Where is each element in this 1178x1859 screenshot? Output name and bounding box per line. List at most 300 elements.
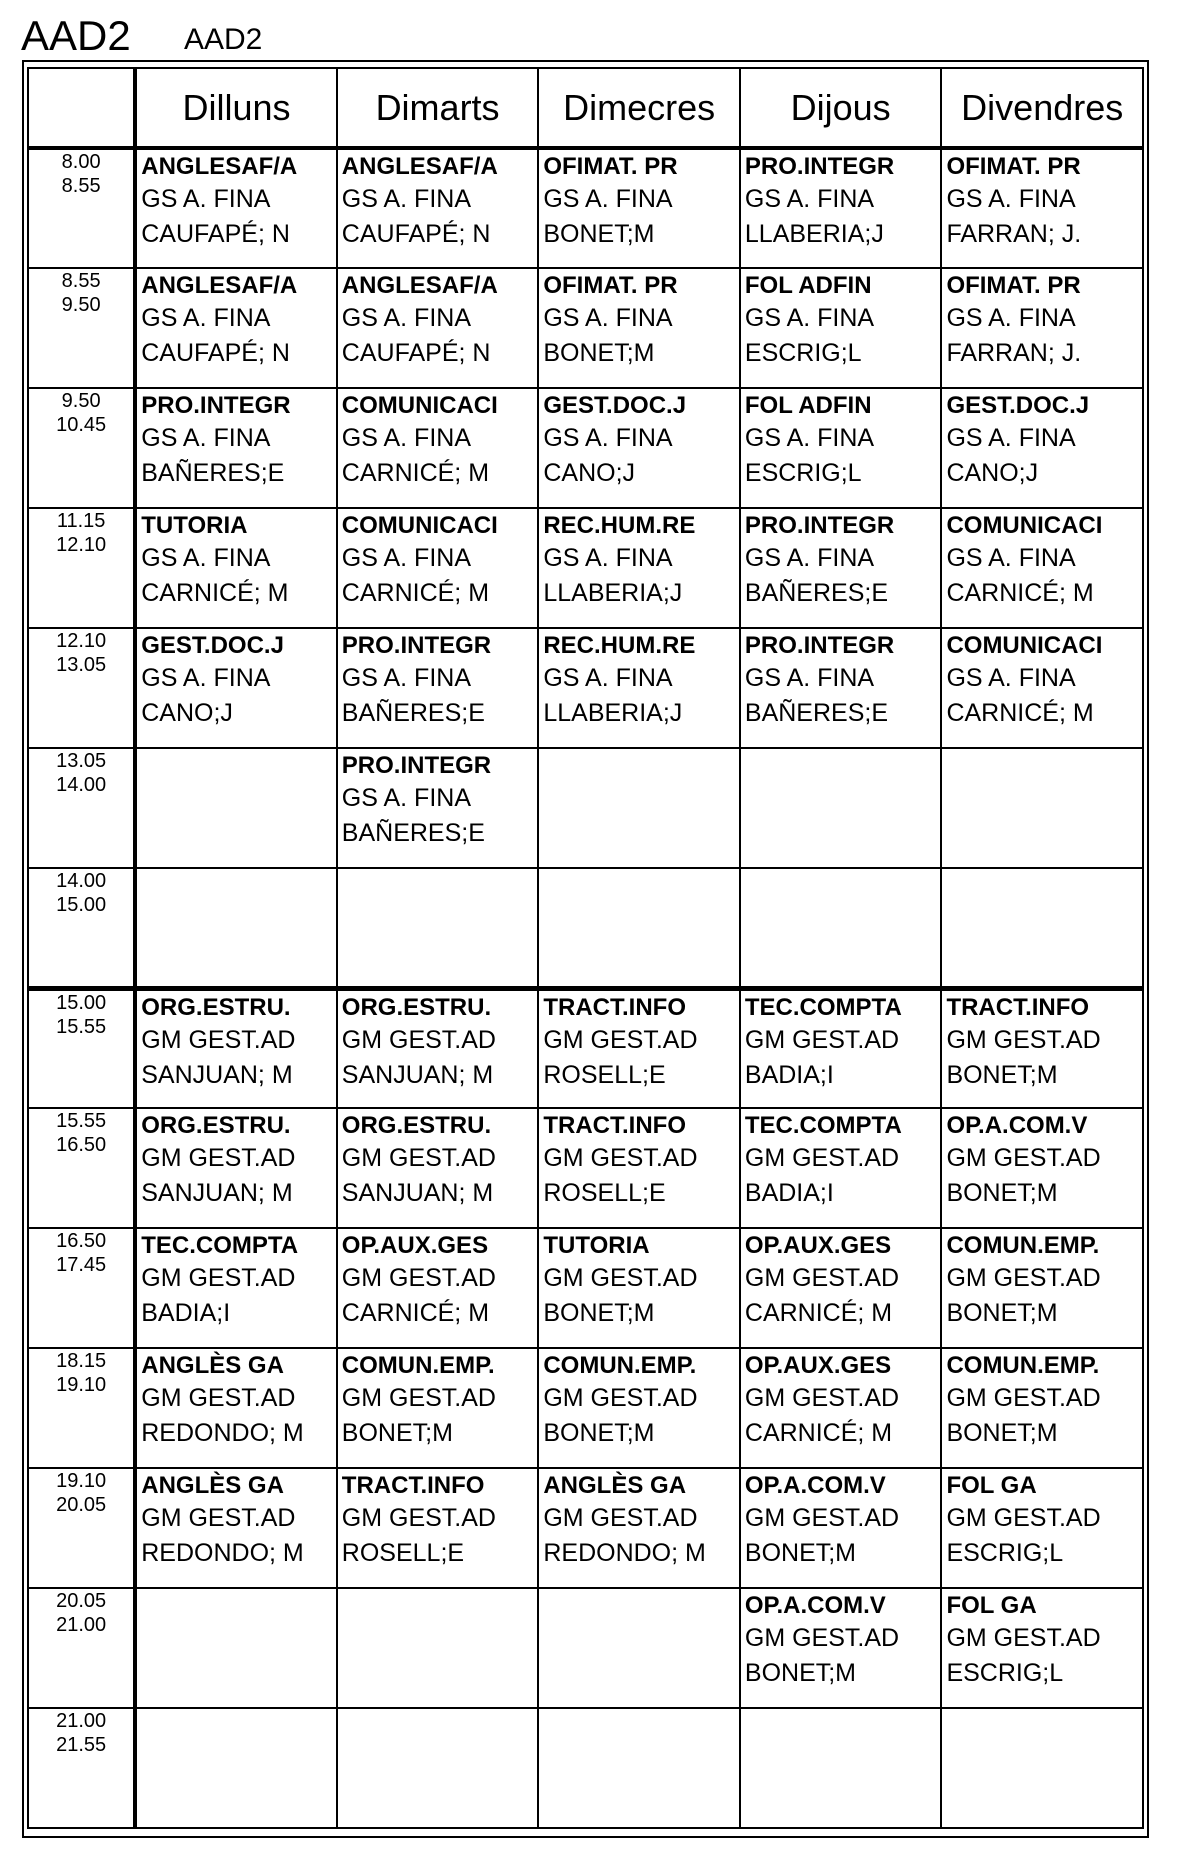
day-header-row (28, 68, 1143, 148)
slot-end-time: 17.45 (56, 1254, 107, 1276)
teacher-label: CAUFAPÉ; N (341, 220, 491, 248)
time-cell (28, 628, 135, 748)
lesson-cell (135, 628, 337, 748)
lesson-cell (941, 988, 1143, 1108)
subject-label: ORG.ESTRU. (341, 1112, 492, 1139)
lesson-content (539, 1349, 739, 1451)
group-label: GS A. FINA (744, 544, 875, 572)
lesson-cell (740, 868, 942, 988)
slot-start-time: 11.15 (56, 510, 106, 532)
teacher-label: ROSELL;E (543, 1179, 666, 1207)
lesson-content (942, 1589, 1142, 1691)
time-cell (28, 508, 135, 628)
subject-label: TUTORIA (141, 512, 248, 539)
lesson-cell (740, 1468, 942, 1588)
lesson-cell (740, 628, 942, 748)
lesson-cell (740, 1348, 942, 1468)
subject-label: FOL GA (946, 1472, 1037, 1499)
teacher-label: BONET;M (946, 1060, 1058, 1089)
lesson-content (942, 150, 1142, 252)
lesson-cell (337, 148, 539, 268)
teacher-label: CARNICÉ; M (946, 699, 1094, 727)
lesson-content (741, 1469, 941, 1571)
group-label: GS A. FINA (744, 664, 875, 692)
group-label: GS A. FINA (543, 424, 673, 452)
subject-label: PRO.INTEGR (744, 512, 895, 539)
slot-end-time: 20.05 (56, 1494, 107, 1516)
lesson-cell (538, 1228, 740, 1348)
slot-start-time: 8.00 (61, 151, 101, 173)
subject-label: ANGLÈS GA (141, 1352, 284, 1379)
lesson-cell (135, 1588, 337, 1708)
slot-end-time: 21.00 (56, 1614, 107, 1636)
teacher-label: CAUFAPÉ; N (141, 339, 290, 367)
slot-end-time: 15.55 (56, 1015, 107, 1038)
lesson-content (942, 1469, 1142, 1571)
teacher-label: CARNICÉ; M (341, 1299, 490, 1327)
page-title: AAD2 (21, 12, 131, 59)
group-label: GM GEST.AD (744, 1264, 900, 1292)
lesson-cell (941, 1468, 1143, 1588)
subject-label: COMUN.EMP. (543, 1352, 697, 1379)
teacher-label: SANJUAN; M (141, 1060, 293, 1089)
group-label: GS A. FINA (946, 664, 1076, 692)
lesson-cell (538, 1108, 740, 1228)
group-label: GM GEST.AD (341, 1144, 496, 1172)
teacher-label: CARNICÉ; M (141, 579, 289, 607)
subject-label: REC.HUM.RE (543, 512, 696, 539)
lesson-cell (538, 1708, 740, 1828)
lesson-cell (941, 1108, 1143, 1228)
time-cell (28, 748, 135, 868)
group-subtitle: AAD2 (184, 23, 263, 56)
lesson-cell (538, 508, 740, 628)
subject-label: REC.HUM.RE (543, 632, 696, 659)
time-cell (28, 268, 135, 388)
lesson-content (741, 509, 941, 611)
lesson-cell (740, 748, 942, 868)
slot-start-time: 13.05 (56, 750, 107, 772)
subject-label: ORG.ESTRU. (141, 993, 291, 1021)
lesson-cell (135, 1708, 337, 1828)
group-label: GM GEST.AD (946, 1144, 1101, 1172)
lesson-content (338, 1469, 538, 1571)
lesson-cell (135, 148, 337, 268)
time-slot-row (28, 1708, 1143, 1828)
group-label: GS A. FINA (141, 544, 271, 572)
group-label: GM GEST.AD (543, 1144, 698, 1172)
subject-label: TRACT.INFO (341, 1472, 485, 1499)
teacher-label: BONET;M (341, 1419, 453, 1447)
lesson-cell (135, 1228, 337, 1348)
lesson-content (137, 991, 336, 1093)
group-label: GS A. FINA (341, 424, 471, 452)
group-label: GS A. FINA (141, 304, 271, 332)
subject-label: COMUNICACI (341, 392, 498, 419)
slot-start-time: 20.05 (56, 1590, 107, 1612)
group-label: GM GEST.AD (341, 1025, 496, 1054)
lesson-content (539, 1709, 739, 1711)
lesson-cell (740, 1588, 942, 1708)
time-slot-row (28, 1468, 1143, 1588)
group-label: GS A. FINA (744, 185, 875, 213)
teacher-label: SANJUAN; M (341, 1179, 494, 1207)
lesson-content (942, 509, 1142, 611)
lesson-content (741, 1229, 941, 1331)
group-label: GS A. FINA (341, 304, 471, 332)
subject-label: OFIMAT. PR (543, 272, 678, 299)
lesson-content (741, 629, 941, 731)
lesson-cell (740, 268, 942, 388)
lesson-content (338, 1589, 538, 1591)
teacher-label: FARRAN; J. (946, 220, 1082, 248)
lesson-cell (941, 1228, 1143, 1348)
slot-end-time: 14.00 (56, 774, 107, 796)
teacher-label: CARNICÉ; M (946, 579, 1094, 607)
lesson-cell (740, 1228, 942, 1348)
group-label: GM GEST.AD (543, 1025, 698, 1054)
lesson-cell (135, 1468, 337, 1588)
subject-label: OP.AUX.GES (744, 1352, 892, 1379)
teacher-label: BADIA;I (744, 1060, 834, 1089)
day-header: Dimecres (538, 68, 740, 148)
time-slot-row (28, 1348, 1143, 1468)
group-label: GM GEST.AD (946, 1025, 1101, 1054)
teacher-label: REDONDO; M (141, 1419, 304, 1447)
teacher-label: ESCRIG;L (744, 459, 862, 487)
lesson-cell (538, 268, 740, 388)
slot-end-time: 19.10 (56, 1374, 107, 1396)
subject-label: OP.AUX.GES (744, 1232, 892, 1259)
subject-label: FOL ADFIN (744, 272, 872, 299)
teacher-label: BAÑERES;E (341, 819, 485, 847)
group-label: GM GEST.AD (341, 1504, 496, 1532)
slot-start-time: 21.00 (56, 1710, 107, 1732)
lesson-content (137, 869, 336, 871)
subject-label: COMUN.EMP. (946, 1232, 1100, 1259)
lesson-content (942, 629, 1142, 731)
teacher-label: BONET;M (744, 1539, 857, 1567)
group-label: GM GEST.AD (744, 1025, 900, 1054)
slot-start-time: 18.15 (56, 1350, 107, 1372)
lesson-content (137, 269, 336, 371)
lesson-content (741, 389, 941, 491)
teacher-label: LLABERIA;J (543, 699, 683, 727)
lesson-content (137, 1709, 336, 1711)
lesson-content (741, 869, 941, 871)
teacher-label: BONET;M (946, 1179, 1058, 1207)
lesson-content (338, 749, 538, 851)
group-label: GS A. FINA (141, 424, 271, 452)
subject-label: COMUN.EMP. (341, 1352, 495, 1379)
subject-label: ANGLESAF/A (141, 272, 298, 299)
lesson-content (137, 1589, 336, 1591)
subject-label: COMUN.EMP. (946, 1352, 1100, 1379)
corner-cell (28, 68, 135, 148)
subject-label: FOL ADFIN (744, 392, 872, 419)
group-label: GS A. FINA (543, 544, 673, 572)
time-slot-row (28, 1228, 1143, 1348)
lesson-cell (337, 508, 539, 628)
time-slot-row (28, 628, 1143, 748)
lesson-content (942, 1109, 1142, 1211)
lesson-content (539, 629, 739, 731)
teacher-label: CAUFAPÉ; N (341, 339, 491, 367)
lesson-cell (337, 1708, 539, 1828)
teacher-label: BONET;M (946, 1419, 1058, 1447)
slot-start-time: 15.00 (56, 991, 107, 1014)
lesson-content (137, 1349, 336, 1451)
slot-start-time: 16.50 (56, 1230, 107, 1252)
time-cell (28, 1708, 135, 1828)
time-cell (28, 1468, 135, 1588)
subject-label: COMUNICACI (946, 632, 1103, 659)
day-header: Dimarts (337, 68, 539, 148)
lesson-cell (740, 508, 942, 628)
lesson-cell (337, 868, 539, 988)
lesson-content (942, 749, 1142, 751)
lesson-cell (337, 988, 539, 1108)
lesson-content (338, 1349, 538, 1451)
time-slot-row (28, 148, 1143, 268)
subject-label: COMUNICACI (946, 512, 1103, 539)
lesson-content (137, 1229, 336, 1331)
group-label: GS A. FINA (141, 664, 271, 692)
lesson-cell (941, 868, 1143, 988)
lesson-content (539, 509, 739, 611)
lesson-content (137, 509, 336, 611)
lesson-content (539, 991, 739, 1093)
lesson-content (137, 749, 336, 751)
lesson-cell (941, 1708, 1143, 1828)
group-label: GS A. FINA (946, 185, 1076, 213)
teacher-label: CANO;J (543, 459, 636, 487)
teacher-label: CARNICÉ; M (744, 1419, 893, 1447)
teacher-label: BADIA;I (141, 1299, 231, 1327)
subject-label: OFIMAT. PR (946, 272, 1081, 299)
time-slot-row (28, 748, 1143, 868)
lesson-cell (135, 988, 337, 1108)
subject-label: OP.A.COM.V (946, 1112, 1088, 1139)
group-label: GS A. FINA (946, 424, 1076, 452)
teacher-label: CARNICÉ; M (341, 459, 490, 487)
teacher-label: BONET;M (946, 1299, 1058, 1327)
lesson-cell (135, 508, 337, 628)
teacher-label: BONET;M (543, 1419, 655, 1447)
time-slot-row (28, 1108, 1143, 1228)
lesson-cell (941, 148, 1143, 268)
group-label: GM GEST.AD (744, 1624, 900, 1652)
group-label: GM GEST.AD (141, 1264, 296, 1292)
subject-label: TRACT.INFO (543, 1112, 686, 1139)
lesson-content (539, 269, 739, 371)
teacher-label: BONET;M (543, 339, 655, 367)
subject-label: TEC.COMPTA (141, 1232, 299, 1259)
group-label: GM GEST.AD (341, 1384, 496, 1412)
subject-label: FOL GA (946, 1592, 1037, 1619)
lesson-cell (337, 1228, 539, 1348)
day-header: Divendres (941, 68, 1143, 148)
lesson-cell (538, 1588, 740, 1708)
lesson-cell (135, 868, 337, 988)
teacher-label: BADIA;I (744, 1179, 834, 1207)
slot-start-time: 19.10 (56, 1470, 107, 1492)
lesson-cell (941, 748, 1143, 868)
subject-label: ORG.ESTRU. (141, 1112, 291, 1139)
group-label: GS A. FINA (341, 664, 471, 692)
lesson-content (539, 1589, 739, 1591)
teacher-label: CAUFAPÉ; N (141, 220, 290, 248)
group-label: GS A. FINA (341, 784, 471, 812)
lesson-cell (337, 1108, 539, 1228)
group-label: GM GEST.AD (543, 1264, 698, 1292)
teacher-label: ESCRIG;L (744, 339, 862, 367)
lesson-cell (135, 1348, 337, 1468)
group-label: GM GEST.AD (946, 1264, 1101, 1292)
lesson-content (338, 1109, 538, 1211)
lesson-cell (337, 1468, 539, 1588)
group-label: GM GEST.AD (744, 1144, 900, 1172)
lesson-cell (337, 1588, 539, 1708)
teacher-label: REDONDO; M (543, 1539, 706, 1567)
slot-end-time: 8.55 (61, 175, 101, 197)
slot-end-time: 15.00 (56, 894, 107, 916)
lesson-cell (740, 148, 942, 268)
group-label: GS A. FINA (946, 544, 1076, 572)
lesson-content (942, 991, 1142, 1093)
teacher-label: CARNICÉ; M (744, 1299, 893, 1327)
subject-label: TEC.COMPTA (744, 1112, 902, 1139)
teacher-label: ROSELL;E (341, 1539, 465, 1567)
subject-label: OFIMAT. PR (946, 153, 1081, 180)
teacher-label: BONET;M (744, 1659, 857, 1687)
timetable (27, 67, 1144, 1829)
lesson-cell (941, 628, 1143, 748)
teacher-label: BONET;M (543, 220, 655, 248)
lesson-content (741, 1349, 941, 1451)
time-cell (28, 988, 135, 1108)
subject-label: ANGLESAF/A (141, 153, 298, 180)
lesson-content (539, 1469, 739, 1571)
subject-label: OP.A.COM.V (744, 1472, 886, 1499)
group-label: GM GEST.AD (946, 1504, 1101, 1532)
lesson-cell (337, 1348, 539, 1468)
time-cell (28, 1348, 135, 1468)
group-label: GS A. FINA (341, 544, 471, 572)
lesson-cell (538, 388, 740, 508)
teacher-label: BONET;M (543, 1299, 655, 1327)
lesson-content (539, 749, 739, 751)
lesson-content (942, 869, 1142, 871)
lesson-content (741, 991, 941, 1093)
lesson-cell (337, 268, 539, 388)
teacher-label: ESCRIG;L (946, 1539, 1064, 1567)
lesson-cell (337, 748, 539, 868)
teacher-label: LLABERIA;J (543, 579, 683, 607)
lesson-content (137, 629, 336, 731)
lesson-cell (538, 988, 740, 1108)
lesson-content (539, 150, 739, 252)
time-slot-row (28, 988, 1143, 1108)
subject-label: PRO.INTEGR (341, 632, 492, 659)
teacher-label: BAÑERES;E (744, 579, 888, 607)
lesson-content (741, 269, 941, 371)
group-label: GM GEST.AD (946, 1624, 1101, 1652)
lesson-content (137, 150, 336, 252)
time-cell (28, 1228, 135, 1348)
subject-label: PRO.INTEGR (744, 632, 895, 659)
lesson-cell (135, 1108, 337, 1228)
lesson-content (338, 1709, 538, 1711)
teacher-label: LLABERIA;J (744, 220, 884, 248)
lesson-content (338, 869, 538, 871)
day-header: Dilluns (135, 68, 337, 148)
lesson-cell (740, 388, 942, 508)
lesson-content (539, 1109, 739, 1211)
lesson-content (942, 389, 1142, 491)
subject-label: OP.A.COM.V (744, 1592, 886, 1619)
teacher-label: SANJUAN; M (341, 1060, 494, 1089)
time-slot-row (28, 388, 1143, 508)
group-label: GS A. FINA (341, 185, 471, 213)
group-label: GM GEST.AD (543, 1504, 698, 1532)
time-slot-row (28, 508, 1143, 628)
subject-label: OP.AUX.GES (341, 1232, 489, 1259)
time-slot-row (28, 1588, 1143, 1708)
teacher-label: REDONDO; M (141, 1539, 304, 1567)
subject-label: PRO.INTEGR (141, 392, 291, 419)
lesson-cell (538, 1348, 740, 1468)
lesson-cell (941, 1588, 1143, 1708)
lesson-cell (740, 988, 942, 1108)
lesson-cell (538, 1468, 740, 1588)
lesson-content (338, 269, 538, 371)
subject-label: TEC.COMPTA (744, 993, 902, 1021)
group-label: GM GEST.AD (543, 1384, 698, 1412)
time-slot-row (28, 268, 1143, 388)
lesson-cell (538, 628, 740, 748)
slot-end-time: 12.10 (56, 534, 107, 556)
lesson-content (338, 991, 538, 1093)
slot-start-time: 12.10 (56, 630, 107, 652)
subject-label: OFIMAT. PR (543, 153, 678, 180)
slot-end-time: 21.55 (56, 1734, 107, 1756)
group-label: GM GEST.AD (744, 1384, 900, 1412)
lesson-content (942, 269, 1142, 371)
subject-label: COMUNICACI (341, 512, 498, 539)
lesson-content (539, 389, 739, 491)
group-label: GS A. FINA (543, 185, 673, 213)
time-cell (28, 388, 135, 508)
lesson-content (942, 1229, 1142, 1331)
subject-label: ANGLESAF/A (341, 272, 498, 299)
time-cell (28, 148, 135, 268)
teacher-label: SANJUAN; M (141, 1179, 293, 1207)
group-label: GS A. FINA (946, 304, 1076, 332)
lesson-content (338, 389, 538, 491)
lesson-content (137, 1109, 336, 1211)
lesson-cell (135, 268, 337, 388)
subject-label: ANGLÈS GA (141, 1472, 284, 1499)
slot-start-time: 8.55 (61, 270, 101, 292)
subject-label: GEST.DOC.J (946, 392, 1090, 419)
group-label: GM GEST.AD (141, 1504, 296, 1532)
lesson-content (942, 1709, 1142, 1711)
lesson-cell (538, 148, 740, 268)
lesson-cell (135, 388, 337, 508)
subject-label: PRO.INTEGR (341, 752, 492, 779)
slot-start-time: 9.50 (61, 390, 101, 412)
